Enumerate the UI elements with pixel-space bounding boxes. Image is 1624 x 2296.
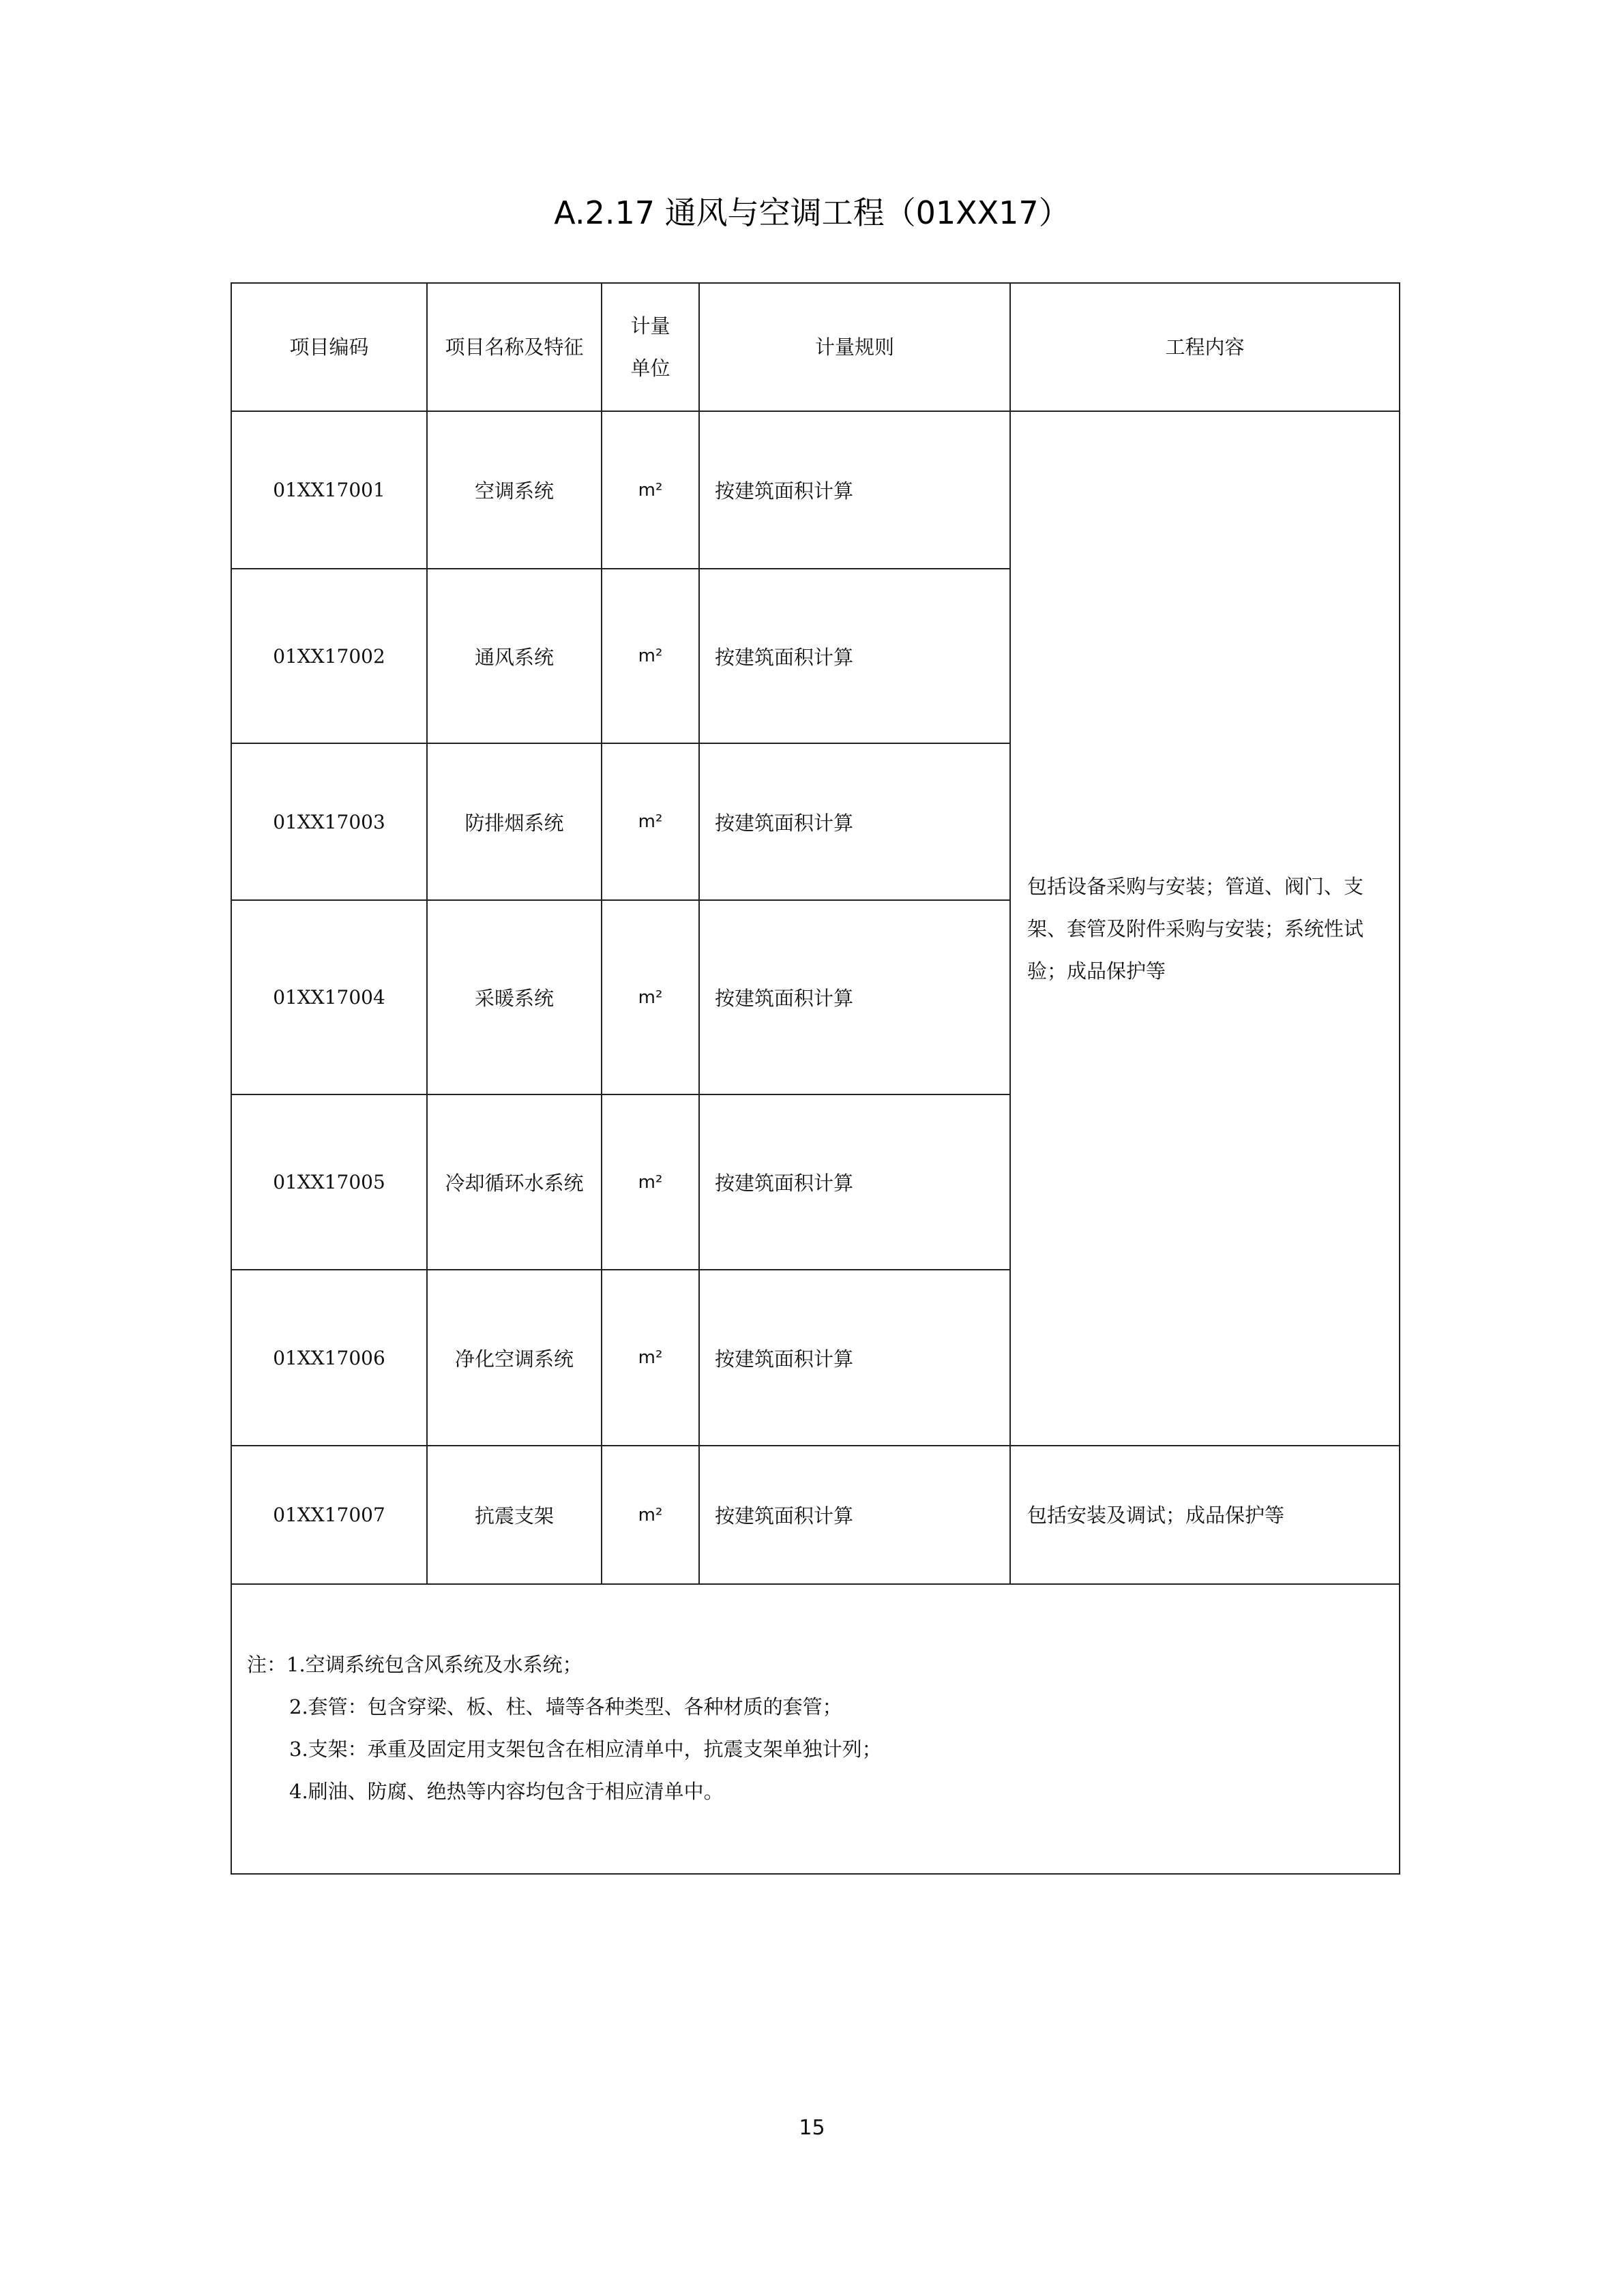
quantity-spec-table bbox=[231, 282, 1400, 1875]
row-unit: m² bbox=[602, 1094, 699, 1270]
table-header-row bbox=[231, 283, 1400, 411]
page-title: A.2.17 通风与空调工程（01XX17） bbox=[554, 194, 1070, 231]
table-row bbox=[231, 1446, 1400, 1584]
row-content-last: 包括安装及调试；成品保护等 bbox=[1010, 1446, 1400, 1584]
header-name: 项目名称及特征 bbox=[427, 283, 602, 411]
note-line: 3.支架：承重及固定用支架包含在相应清单中，抗震支架单独计列； bbox=[289, 1738, 882, 1761]
row-rule: 按建筑面积计算 bbox=[699, 411, 1010, 569]
row-rule: 按建筑面积计算 bbox=[699, 743, 1010, 900]
row-unit: m² bbox=[602, 900, 699, 1094]
row-name: 净化空调系统 bbox=[427, 1270, 602, 1446]
row-rule: 按建筑面积计算 bbox=[699, 1446, 1010, 1584]
table-row bbox=[231, 411, 1400, 569]
row-code: 01XX17002 bbox=[231, 569, 427, 743]
row-unit: m² bbox=[602, 1446, 699, 1584]
row-unit: m² bbox=[602, 569, 699, 743]
row-rule: 按建筑面积计算 bbox=[699, 900, 1010, 1094]
note-line: 2.套管：包含穿梁、板、柱、墙等各种类型、各种材质的套管； bbox=[289, 1695, 842, 1718]
row-code: 01XX17006 bbox=[231, 1270, 427, 1446]
row-name: 采暖系统 bbox=[427, 900, 602, 1094]
row-code: 01XX17004 bbox=[231, 900, 427, 1094]
header-content: 工程内容 bbox=[1010, 283, 1400, 411]
notes-cell bbox=[231, 1584, 1400, 1874]
note-line: 注：1.空调系统包含风系统及水系统； bbox=[247, 1653, 582, 1676]
row-unit: m² bbox=[602, 411, 699, 569]
header-rule: 计量规则 bbox=[699, 283, 1010, 411]
row-name: 抗震支架 bbox=[427, 1446, 602, 1584]
row-rule: 按建筑面积计算 bbox=[699, 1094, 1010, 1270]
row-code: 01XX17001 bbox=[231, 411, 427, 569]
row-code: 01XX17005 bbox=[231, 1094, 427, 1270]
page-number: 15 bbox=[799, 2116, 825, 2140]
row-name: 空调系统 bbox=[427, 411, 602, 569]
row-unit: m² bbox=[602, 1270, 699, 1446]
row-code: 01XX17003 bbox=[231, 743, 427, 900]
row-code: 01XX17007 bbox=[231, 1446, 427, 1584]
row-content-merged: 包括设备采购与安装；管道、阀门、支架、套管及附件采购与安装；系统性试验；成品保护等 bbox=[1010, 411, 1400, 1446]
row-rule: 按建筑面积计算 bbox=[699, 569, 1010, 743]
header-code: 项目编码 bbox=[231, 283, 427, 411]
row-rule: 按建筑面积计算 bbox=[699, 1270, 1010, 1446]
row-name: 防排烟系统 bbox=[427, 743, 602, 900]
row-name: 冷却循环水系统 bbox=[427, 1094, 602, 1270]
header-unit-line2: 单位 bbox=[630, 357, 670, 380]
notes-row bbox=[231, 1584, 1400, 1874]
header-unit-line1: 计量 bbox=[630, 314, 670, 338]
row-unit: m² bbox=[602, 743, 699, 900]
header-unit bbox=[602, 283, 699, 411]
note-line: 4.刷油、防腐、绝热等内容均包含于相应清单中。 bbox=[289, 1780, 724, 1803]
row-name: 通风系统 bbox=[427, 569, 602, 743]
